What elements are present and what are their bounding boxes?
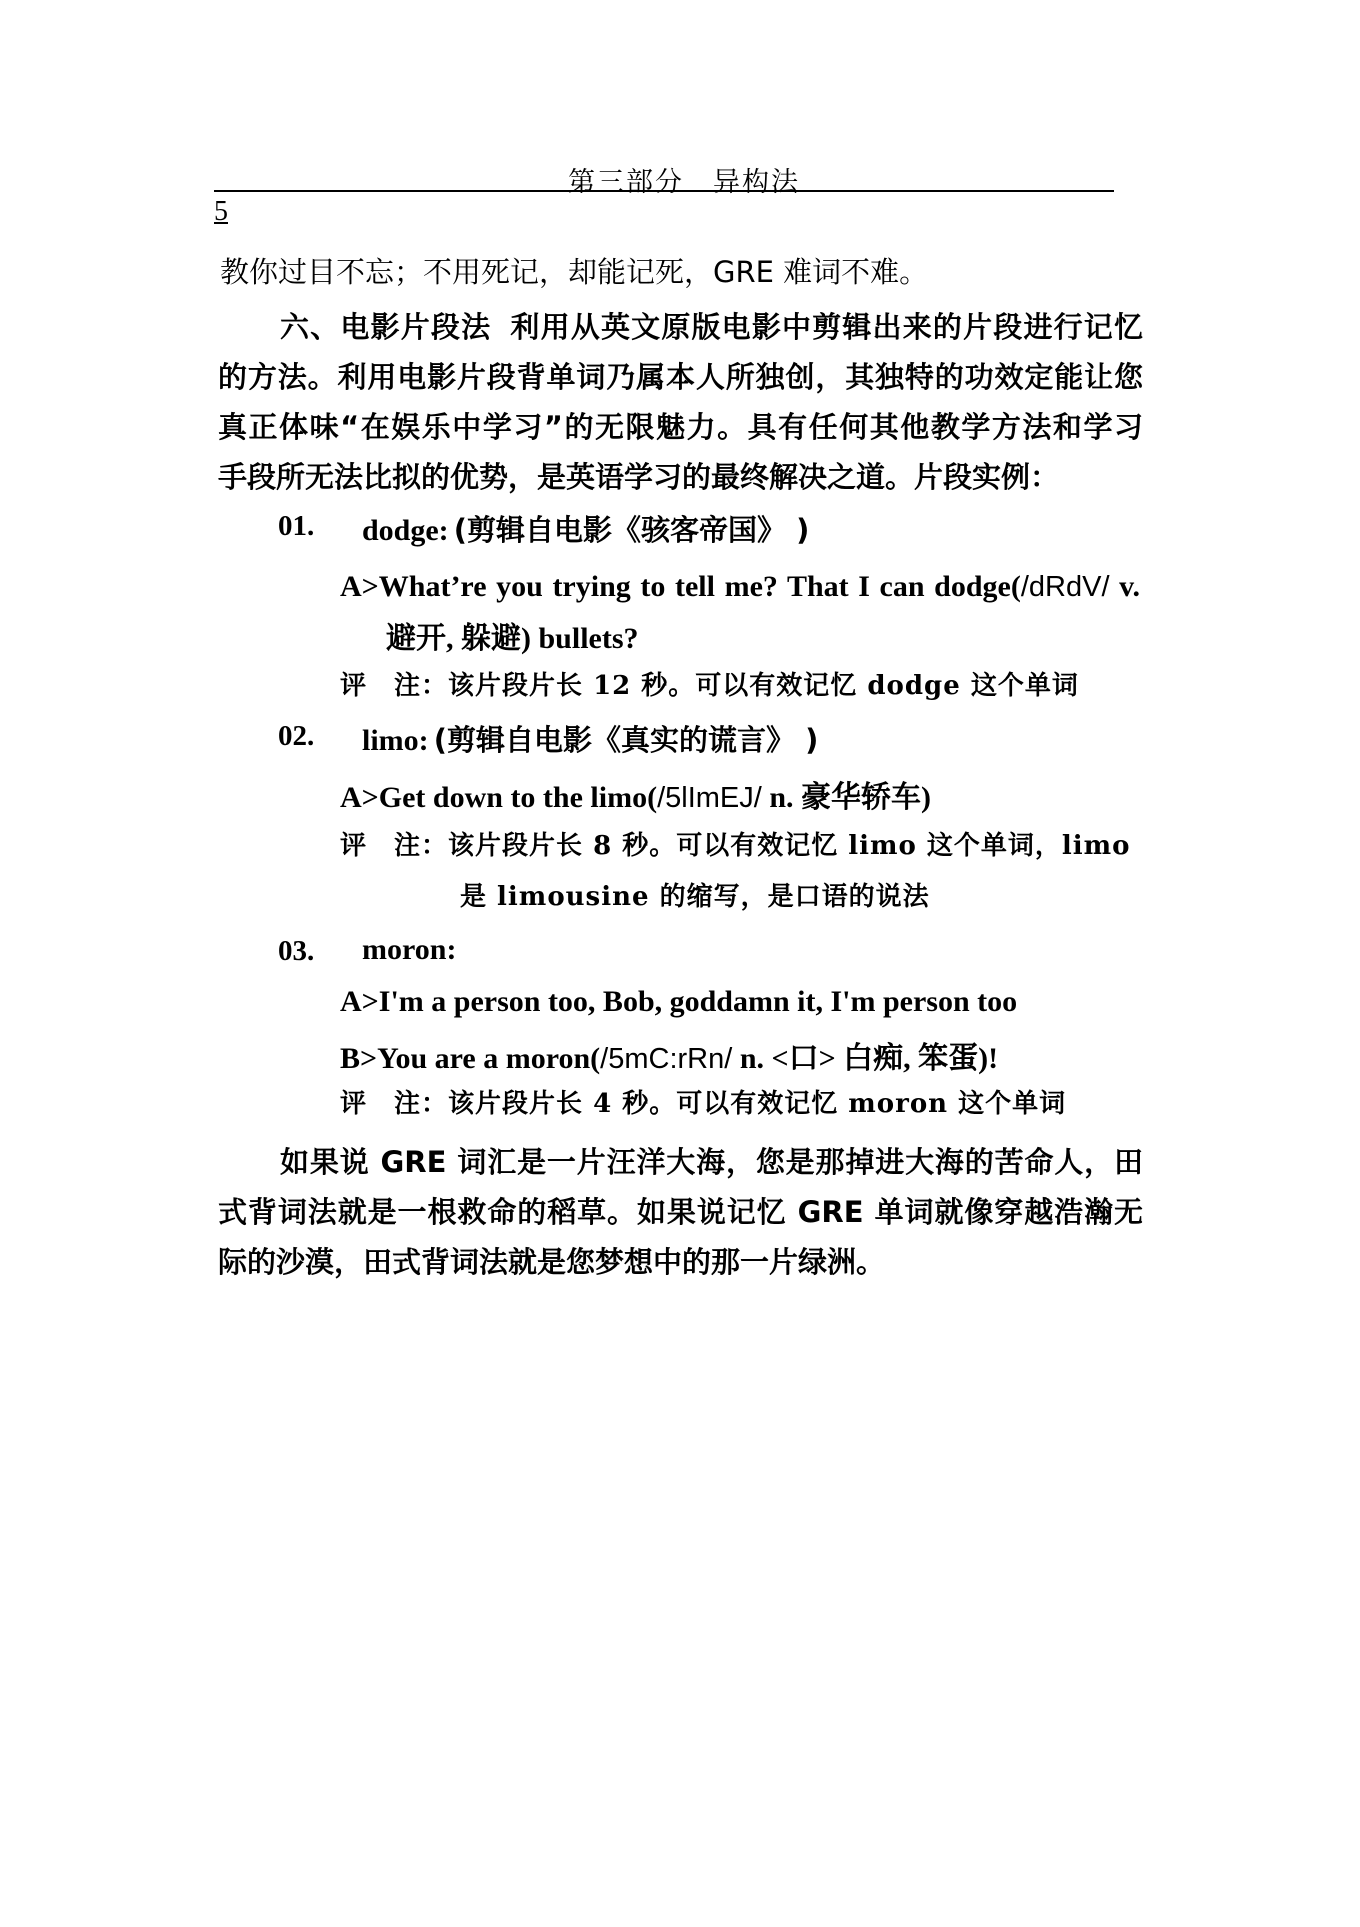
example-2-note-text-1: 该片段片长 8 秒。可以有效记忆 limo 这个单词，limo — [448, 831, 1131, 861]
section-6-heading: 六、电影片段法 — [280, 310, 492, 344]
section-6-line-2: 的方法。利用电影片段背单词乃属本人所独创，其独特的功效定能让您 — [218, 360, 1143, 394]
page-number: 5 — [214, 196, 228, 227]
example-2-word: limo: — [362, 724, 429, 757]
example-3-tail: n. <口> 白痴, 笨蛋)! — [732, 1042, 999, 1075]
example-1-number: 01. — [278, 510, 315, 542]
example-1-dialogue-line-1 — [340, 570, 1140, 604]
example-1-heading — [362, 508, 809, 549]
example-3-number: 03. — [278, 935, 315, 967]
example-1-source: (剪辑自电影《骇客帝国》 ) — [453, 513, 810, 547]
example-1-note — [340, 665, 1079, 702]
section-6-line-3: 真正体味“在娱乐中学习”的无限魅力。具有任何其他教学方法和学习 — [218, 410, 1143, 444]
example-1-tail: v. — [1109, 570, 1140, 603]
example-1-word: dodge: — [362, 514, 449, 547]
example-3-note-text: 该片段片长 4 秒。可以有效记忆 moron 这个单词 — [448, 1089, 1067, 1119]
example-2-number: 02. — [278, 720, 315, 752]
example-3-text-a: I'm a person too, Bob, goddamn it, I'm person too — [378, 985, 1018, 1018]
example-2-source: (剪辑自电影《真实的谎言》 ) — [433, 723, 819, 757]
example-2-dialogue-line-1 — [340, 772, 931, 816]
example-1-note-text: 该片段片长 12 秒。可以有效记忆 dodge 这个单词 — [448, 671, 1079, 701]
example-3-note-label: 评 注： — [340, 1089, 449, 1119]
example-1-phonetic: /dRdV/ — [1020, 571, 1110, 603]
example-2-tail: n. 豪华轿车) — [761, 781, 932, 814]
example-3-dialogue-line-2 — [340, 1033, 998, 1077]
example-1-dialogue-line-2: 避开, 躲避) bullets? — [386, 622, 639, 655]
example-2-note-label: 评 注： — [340, 831, 449, 861]
section-6-text-1: 利用从英文原版电影中剪辑出来的片段进行记忆 — [509, 310, 1143, 344]
example-3-phonetic: /5mC:rRn/ — [600, 1043, 733, 1075]
intro-line: 教你过目不忘；不用死记，却能记死，GRE 难词不难。 — [220, 255, 929, 289]
example-1-note-label: 评 注： — [340, 671, 449, 701]
section-6-line-1 — [218, 305, 1143, 346]
example-2-note-line-1 — [340, 825, 1131, 862]
example-2-note-line-2: 是 limousine 的缩写，是口语的说法 — [460, 882, 930, 912]
example-3-note — [340, 1083, 1066, 1120]
example-2-phonetic: /5lImEJ/ — [657, 782, 762, 814]
example-3-text-b: You are a moron( — [377, 1042, 601, 1075]
example-2-text: Get down to the limo( — [378, 781, 658, 814]
example-3-speaker-a: A> — [340, 985, 379, 1018]
closing-line-3: 际的沙漠，田式背词法就是您梦想中的那一片绿洲。 — [218, 1245, 886, 1279]
section-6-line-4: 手段所无法比拟的优势，是英语学习的最终解决之道。片段实例： — [218, 460, 1060, 494]
example-2-heading — [362, 718, 818, 759]
closing-text-1: 如果说 GRE 词汇是一片汪洋大海，您是那掉进大海的苦命人，田 — [280, 1145, 1143, 1179]
example-3-speaker-b: B> — [340, 1042, 378, 1075]
example-1-text: What’re you trying to tell me? That I can dodge( — [378, 570, 1021, 603]
example-2-speaker: A> — [340, 781, 379, 814]
closing-line-1 — [218, 1140, 1143, 1181]
header-rule — [214, 190, 1114, 192]
closing-line-2: 式背词法就是一根救命的稻草。如果说记忆 GRE 单词就像穿越浩瀚无 — [218, 1195, 1143, 1229]
example-3-word: moron: — [362, 933, 457, 966]
running-header: 第三部分 异构法 — [568, 167, 800, 198]
example-3-dialogue-line-1 — [340, 985, 1017, 1019]
example-1-speaker: A> — [340, 570, 379, 603]
